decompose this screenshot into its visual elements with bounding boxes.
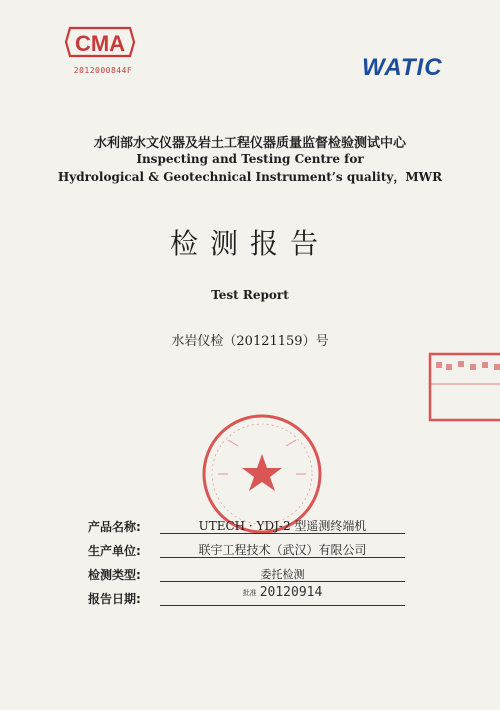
product-name-label: 产品名称:: [88, 520, 141, 534]
manufacturer-value: 联宇工程技术（武汉）有限公司: [198, 543, 367, 557]
report-title: 检测报告: [169, 227, 330, 260]
report-number: 水岩仪检（20121159）号: [171, 334, 329, 349]
report-date-prefix: 批准: [242, 588, 257, 597]
organization-name-en-line1: Inspecting and Testing Centre for: [136, 152, 364, 166]
report-date-value: [160, 585, 405, 600]
cma-certificate-code: 2012000844F: [73, 66, 133, 75]
product-name-value: UTECH · YDJ-2 型遥测终端机: [198, 519, 367, 533]
watic-logo: WATIC: [362, 54, 443, 81]
svg-text:CMA: CMA: [74, 31, 126, 56]
report-subtitle: Test Report: [211, 288, 289, 302]
organization-name-cn: 水利部水文仪器及岩土工程仪器质量监督检验测试中心: [93, 136, 406, 151]
report-date-underline: [160, 605, 405, 606]
seam-stamp: [428, 352, 500, 422]
organization-name-en-line2: Hydrological & Geotechnical Instrument’s quality，MWR: [57, 170, 443, 184]
report-date-number: 20120914: [259, 585, 323, 600]
report-date-label: 报告日期:: [88, 592, 141, 606]
cma-logo: [62, 22, 138, 62]
test-type-label: 检测类型:: [88, 568, 141, 582]
test-type-value: 委托检测: [260, 568, 305, 581]
manufacturer-label: 生产单位:: [88, 544, 141, 558]
